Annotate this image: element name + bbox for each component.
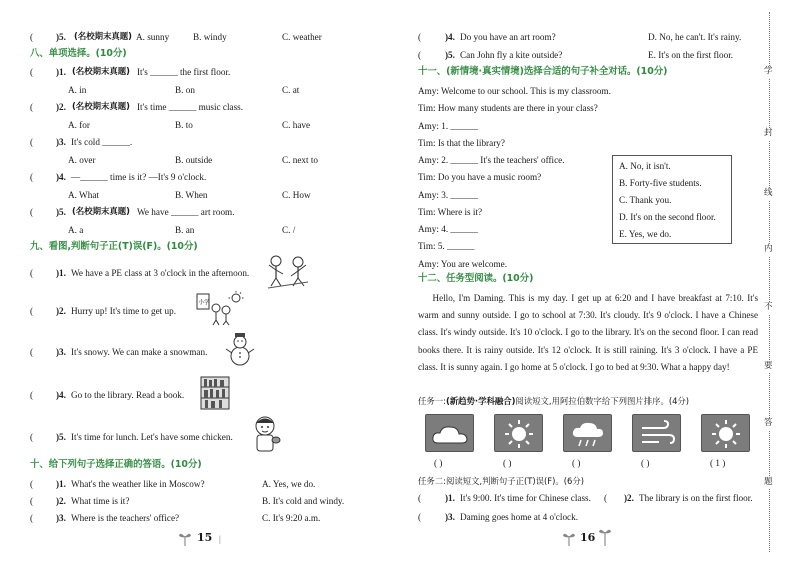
r-q5-paren: (: [418, 50, 422, 60]
s9-q4-paren: (: [30, 390, 34, 400]
dialog-line-8: Tim: Where is it?: [418, 207, 483, 217]
r-q4-num: )4.: [445, 32, 455, 42]
s10-q1-paren: (: [30, 479, 34, 489]
dialog-line-5: Amy: 2. ______ It's the teachers' office.: [418, 155, 565, 165]
s10-q1-text: What's the weather like in Moscow?: [71, 479, 205, 489]
s9-q4-num: )4.: [56, 390, 66, 400]
s10-q2-paren: (: [30, 496, 34, 506]
s8-q5-c: C. /: [282, 225, 296, 235]
s8-q3-b: B. outside: [175, 155, 213, 165]
left-q5-option-c: C. weather: [282, 32, 322, 42]
task2-text: 阅读短文,判断句子正(T)误(F)。(6分): [445, 476, 584, 486]
s10-q1-num: )1.: [56, 479, 66, 489]
picture-3-answer[interactable]: ( ): [572, 458, 581, 468]
s8-q3-num: )3.: [56, 137, 66, 147]
s10-ans-a: A. Yes, we do.: [262, 479, 316, 489]
left-q5-paren: (: [30, 32, 34, 42]
t2-q2-paren: (: [604, 493, 608, 503]
r-q4-text: Do you have an art room?: [460, 32, 556, 42]
sprout-decoration-icon: [598, 526, 612, 546]
margin-char-8: 题: [764, 477, 773, 487]
margin-char-2: 封: [764, 128, 773, 138]
option-a: A. No, it isn't.: [619, 161, 671, 171]
sun-icon: [495, 415, 544, 453]
s8-q2-a: A. for: [68, 120, 90, 130]
task1-text: 阅读短文,用阿拉伯数字给下列图片排序。(4分): [515, 396, 690, 406]
s8-q4-c: C. How: [282, 190, 311, 200]
option-d: D. It's on the second floor.: [619, 212, 716, 222]
s9-q2-text: Hurry up! It's time to get up.: [71, 306, 176, 316]
left-page-mark: |: [219, 534, 221, 544]
dialog-line-3: Amy: 1. ______: [418, 121, 478, 131]
picture-1-answer[interactable]: ( ): [434, 458, 443, 468]
picture-5-answer[interactable]: ( 1 ): [710, 458, 726, 468]
boy-eating-chicken-icon: [248, 414, 282, 454]
s8-q1-paren: (: [30, 67, 34, 77]
s9-q5-paren: (: [30, 432, 34, 442]
section-12-title: 十二、任务型阅读。(10分): [418, 273, 534, 284]
s8-q4-text: —______ time is it? —It's 9 o'clock.: [71, 172, 207, 182]
s10-q3-text: Where is the teachers' office?: [71, 513, 180, 523]
r-ans-d: D. No, he can't. It's rainy.: [648, 32, 742, 42]
dialog-line-9: Amy: 4. ______: [418, 224, 478, 234]
dialog-line-7: Amy: 3. ______: [418, 190, 478, 200]
left-q5-option-a: A. sunny: [136, 32, 170, 42]
s10-q2-text: What time is it?: [71, 496, 130, 506]
s8-q5-tag: (名校期末真题): [72, 206, 130, 216]
s8-q1-num: )1.: [56, 67, 66, 77]
school-kids-sun-icon: [196, 290, 244, 326]
margin-char-4: 内: [764, 244, 773, 254]
s8-q2-c: C. have: [282, 120, 311, 130]
snowman-icon: [224, 331, 256, 367]
t2-q3-num: )3.: [445, 512, 455, 522]
section-8-title: 八、单项选择。(10分): [30, 48, 127, 59]
left-q5-num: )5.: [56, 32, 66, 42]
rain-icon: [564, 415, 613, 453]
s10-ans-b: B. It's cold and windy.: [262, 496, 345, 506]
t2-q2-num: )2.: [624, 493, 634, 503]
s9-q1-paren: (: [30, 268, 34, 278]
weather-picture-5: [701, 414, 750, 452]
sprout-decoration-icon: [178, 530, 192, 546]
dialog-line-2: Tim: How many students are there in your class?: [418, 103, 598, 113]
task2-line: [418, 476, 584, 487]
option-b: B. Forty-five students.: [619, 178, 702, 188]
bookshelf-icon: [200, 376, 230, 410]
s9-q2-paren: (: [30, 306, 34, 316]
r-q5-text: Can John fly a kite outside?: [460, 50, 563, 60]
s9-q5-num: )5.: [56, 432, 66, 442]
margin-char-6: 要: [764, 361, 773, 371]
picture-2-answer[interactable]: ( ): [503, 458, 512, 468]
margin-char-1: 学: [764, 66, 773, 76]
s10-q3-num: )3.: [56, 513, 66, 523]
s8-q3-c: C. next to: [282, 155, 318, 165]
s8-q4-num: )4.: [56, 172, 66, 182]
t2-q3-paren: (: [418, 512, 422, 522]
task2-label: 任务二:: [418, 476, 446, 486]
dialog-line-1: Amy: Welcome to our school. This is my classroom.: [418, 86, 611, 96]
r-ans-e: E. It's on the first floor.: [648, 50, 734, 60]
s8-q3-paren: (: [30, 137, 34, 147]
dialog-line-11: Amy: You are welcome.: [418, 259, 508, 269]
s8-q4-paren: (: [30, 172, 34, 182]
section-9-title: 九、看图,判断句子正(T)误(F)。(10分): [30, 241, 198, 252]
s8-q4-a: A. What: [68, 190, 99, 200]
s9-q2-num: )2.: [56, 306, 66, 316]
r-q5-num: )5.: [445, 50, 455, 60]
wind-icon: [633, 415, 682, 453]
dialog-line-6: Tim: Do you have a music room?: [418, 172, 542, 182]
s8-q4-b: B. When: [175, 190, 208, 200]
r-q4-paren: (: [418, 32, 422, 42]
s9-q4-text: Go to the library. Read a book.: [71, 390, 185, 400]
s8-q5-num: )5.: [56, 207, 66, 217]
t2-q1-num: )1.: [445, 493, 455, 503]
s9-q1-num: )1.: [56, 268, 66, 278]
t2-q3-text: Daming goes home at 4 o'clock.: [460, 512, 579, 522]
s8-q3-a: A. over: [68, 155, 96, 165]
right-page-number: 16: [580, 531, 596, 544]
sun-icon: [702, 415, 751, 453]
weather-picture-1: [425, 414, 474, 452]
s8-q2-paren: (: [30, 102, 34, 112]
s8-q2-b: B. to: [175, 120, 193, 130]
s8-q1-text: It's ______ the first floor.: [137, 67, 231, 77]
t2-q1-paren: (: [418, 493, 422, 503]
margin-char-7: 答: [764, 418, 773, 428]
t2-q1-text: It's 9:00. It's time for Chinese class.: [460, 493, 591, 503]
s10-q2-num: )2.: [56, 496, 66, 506]
cloud-icon: [426, 415, 475, 453]
s9-q1-text: We have a PE class at 3 o'clock in the afternoon.: [71, 268, 250, 278]
s9-q5-text: It's time for lunch. Let's have some chicken.: [71, 432, 233, 442]
reading-passage: Hello, I'm Daming. This is my day. I get up at 6:20 and I have breakfast at 7:10. It's warm and sunny outside. I go to school at 7:30. It's cloudy. It's 9 o'clock. I have a Chinese class. It's windy outside. It's 10 o'clock. I go to the library. It's on the second floor. I can read books there. It is rainy outside. It's 12 o'clock. It is still raining. It's 3 o'clock. I have a PE class. It is sunny again. I go home at 5 o'clock. I go to bed at 9:30. What a happy day!: [418, 293, 758, 372]
s10-q3-paren: (: [30, 513, 34, 523]
sprout-decoration-icon: [562, 530, 576, 546]
s10-ans-c: C. It's 9:20 a.m.: [262, 513, 321, 523]
picture-4-answer[interactable]: ( ): [641, 458, 650, 468]
section-11-title: 十一、(新情境·真实情境)选择合适的句子补全对话。(10分): [418, 66, 668, 77]
option-c: C. Thank you.: [619, 195, 672, 205]
left-q5-option-b: B. windy: [193, 32, 227, 42]
s8-q1-c: C. at: [282, 85, 300, 95]
s8-q3-text: It's cold ______.: [71, 137, 133, 147]
weather-picture-2: [494, 414, 543, 452]
s8-q5-paren: (: [30, 207, 34, 217]
dialog-line-4: Tim: Is that the library?: [418, 138, 505, 148]
left-q5-tag: (名校期末真题): [74, 31, 132, 41]
s9-q3-text: It's snowy. We can make a snowman.: [71, 347, 208, 357]
t2-q2-text: The library is on the first floor.: [639, 493, 753, 503]
task1-label: 任务一:: [418, 396, 446, 406]
school-sign-label: 小学: [198, 300, 210, 306]
s8-q1-tag: (名校期末真题): [72, 66, 130, 76]
left-page-number: 15: [197, 531, 213, 544]
section-10-title: 十、给下列句子选择正确的答语。(10分): [30, 459, 202, 470]
weather-picture-3: [563, 414, 612, 452]
binding-margin-line: [769, 12, 770, 552]
option-e: E. Yes, we do.: [619, 229, 672, 239]
s8-q2-num: )2.: [56, 102, 66, 112]
weather-picture-4: [632, 414, 681, 452]
task1-line: [418, 396, 689, 407]
margin-char-5: 不: [764, 302, 773, 312]
dialog-line-10: Tim: 5. ______: [418, 241, 475, 251]
task1-tag: (新趋势·学科融合): [445, 396, 516, 406]
s9-q3-num: )3.: [56, 347, 66, 357]
s8-q2-text: It's time ______ music class.: [137, 102, 244, 112]
s9-q3-paren: (: [30, 347, 34, 357]
s8-q2-tag: (名校期末真题): [72, 101, 130, 111]
s8-q1-b: B. on: [175, 85, 195, 95]
margin-char-3: 线: [764, 188, 773, 198]
s8-q1-a: A. in: [68, 85, 87, 95]
s8-q5-a: A. a: [68, 225, 84, 235]
pe-class-kids-icon: [266, 253, 310, 289]
s8-q5-text: We have ______ art room.: [137, 207, 235, 217]
s8-q5-b: B. an: [175, 225, 195, 235]
